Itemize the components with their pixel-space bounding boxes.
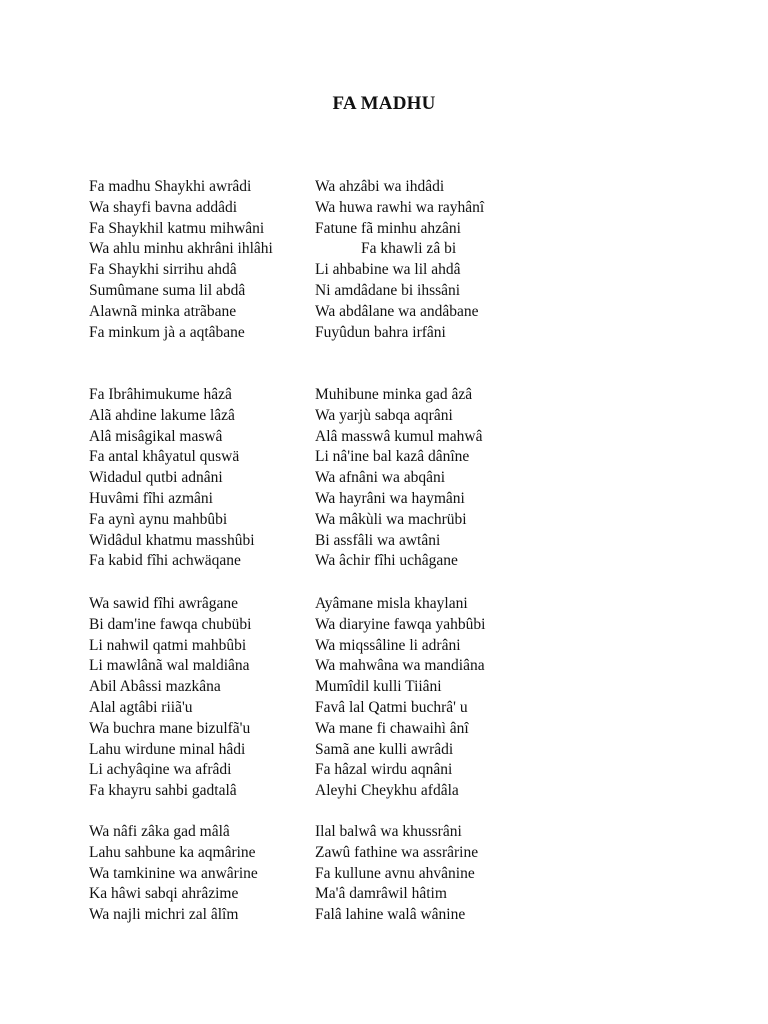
- verse-first-hemistich: Bi dam'ine fawqa chubübi: [89, 615, 252, 633]
- verse-line: [89, 698, 729, 719]
- verse-second-hemistich: Muhibune minka gad âzâ: [315, 386, 473, 403]
- verse-first-hemistich: Fa Ibrâhimukume hâzâ: [89, 386, 232, 403]
- verse-second-hemistich: Wa abdâlane wa andâbane: [315, 302, 479, 320]
- verse-first-hemistich: Wa sawid fîhi awrâgane: [89, 595, 238, 612]
- verse-line: [89, 323, 729, 344]
- verse-second-hemistich: Li nâ'ine bal kazâ dânîne: [315, 448, 470, 466]
- stanza: [89, 385, 729, 572]
- verse-line: [89, 843, 729, 864]
- stanza: [89, 822, 729, 926]
- verse-line: [89, 260, 729, 281]
- verse-second-hemistich: Ma'â damrâwil hâtim: [315, 885, 447, 903]
- verse-first-hemistich: Li achyâqine wa afrâdi: [89, 761, 232, 779]
- verse-first-hemistich: Wa buchra mane bizulfã'u: [89, 719, 251, 737]
- verse-second-hemistich: Mumîdil kulli Tiiâni: [315, 678, 442, 696]
- verse-second-hemistich: Wa diaryine fawqa yahbûbi: [315, 615, 486, 633]
- page-title: FA MADHU: [332, 93, 436, 114]
- verse-line: [89, 719, 729, 740]
- verse-line: [89, 760, 729, 781]
- verse-line: [89, 406, 729, 427]
- verse-first-hemistich: Wa najli michri zal âlîm: [89, 906, 239, 924]
- verse-first-hemistich: Li mawlânã wal maldiâna: [89, 657, 250, 675]
- verse-second-hemistich: Ni amdâdane bi ihssâni: [315, 281, 461, 299]
- verse-second-hemistich: Ayâmane misla khaylani: [315, 595, 468, 612]
- verse-line: [89, 239, 729, 260]
- verse-second-hemistich: Fa khawli zâ bi: [361, 240, 457, 258]
- verse-second-hemistich: Fuyûdun bahra irfâni: [315, 323, 446, 341]
- verse-second-hemistich: Falâ lahine walâ wânine: [315, 906, 466, 924]
- verse-line: [89, 905, 729, 926]
- verse-first-hemistich: Fa madhu Shaykhi awrâdi: [89, 178, 252, 195]
- verse-first-hemistich: Fa khayru sahbi gadtalâ: [89, 782, 237, 800]
- verse-first-hemistich: Wa nâfi zâka gad mâlâ: [89, 823, 230, 840]
- verse-line: [89, 177, 729, 198]
- verse-line: [89, 385, 729, 406]
- verse-first-hemistich: Fa Shaykhil katmu mihwâni: [89, 219, 265, 237]
- verse-second-hemistich: Samã ane kulli awrâdi: [315, 740, 454, 758]
- verse-line: [89, 531, 729, 552]
- verse-second-hemistich: Fa kullune avnu ahvânine: [315, 864, 475, 882]
- verse-second-hemistich: Li ahbabine wa lil ahdâ: [315, 261, 461, 279]
- verse-second-hemistich: Wa hayrâni wa haymâni: [315, 489, 465, 507]
- verse-line: [89, 551, 729, 572]
- verse-second-hemistich: Wa yarjù sabqa aqrâni: [315, 406, 453, 424]
- verse-line: [89, 594, 729, 615]
- verse-line: [89, 656, 729, 677]
- verse-second-hemistich: Wa mahwâna wa mandiâna: [315, 657, 485, 675]
- verse-second-hemistich: Aleyhi Cheykhu afdâla: [315, 782, 459, 800]
- verse-second-hemistich: Wa mane fi chawaihì ânî: [315, 719, 469, 737]
- verse-second-hemistich: Wa huwa rawhi wa rayhânî: [315, 198, 485, 216]
- verse-first-hemistich: Wa tamkinine wa anwârine: [89, 864, 258, 882]
- verse-first-hemistich: Widadul qutbi adnâni: [89, 469, 223, 487]
- verse-first-hemistich: Alâ misâgikal maswâ: [89, 427, 223, 445]
- verse-line: [89, 864, 729, 885]
- verse-line: [89, 302, 729, 323]
- verse-second-hemistich: Wa mâkùli wa machrübi: [315, 510, 467, 528]
- verse-second-hemistich: Fatune fã minhu ahzâni: [315, 219, 461, 237]
- verse-second-hemistich: Favâ lal Qatmi buchrâ' u: [315, 698, 468, 716]
- verse-first-hemistich: Fa kabid fîhi achwäqane: [89, 552, 241, 570]
- verse-first-hemistich: Ka hâwi sabqi ahrâzime: [89, 885, 239, 903]
- verse-line: [89, 615, 729, 636]
- verse-first-hemistich: Fa antal khâyatul quswä: [89, 448, 240, 466]
- verse-line: [89, 447, 729, 468]
- verse-first-hemistich: Alawnã minka atrãbane: [89, 302, 237, 320]
- stanza: [89, 177, 729, 343]
- verse-line: [89, 740, 729, 761]
- verse-line: [89, 636, 729, 657]
- verse-line: [89, 884, 729, 905]
- verse-second-hemistich: Wa miqssâline li adrâni: [315, 636, 461, 654]
- verse-first-hemistich: Fa Shaykhi sirrihu ahdâ: [89, 261, 237, 279]
- verse-second-hemistich: Zawû fathine wa assrârine: [315, 843, 479, 861]
- verse-line: [89, 822, 729, 843]
- verse-first-hemistich: Huvâmi fîhi azmâni: [89, 489, 213, 507]
- verse-line: [89, 510, 729, 531]
- verse-second-hemistich: Wa âchir fîhi uchâgane: [315, 552, 458, 570]
- verse-second-hemistich: Ilal balwâ wa khussrâni: [315, 823, 462, 840]
- verse-line: [89, 677, 729, 698]
- verse-first-hemistich: Lahu sahbune ka aqmârine: [89, 843, 256, 861]
- verse-second-hemistich: Bi assfâli wa awtâni: [315, 531, 441, 549]
- verse-second-hemistich: Alâ masswâ kumul mahwâ: [315, 427, 483, 445]
- verse-first-hemistich: Wa shayfi bavna addâdi: [89, 198, 238, 216]
- verse-first-hemistich: Alã ahdine lakume lâzâ: [89, 406, 235, 424]
- verse-first-hemistich: Fa aynì aynu mahbûbi: [89, 510, 228, 528]
- verse-first-hemistich: Wa ahlu minhu akhrâni ihlâhi: [89, 240, 273, 258]
- verse-first-hemistich: Widâdul khatmu masshûbi: [89, 531, 255, 549]
- verse-first-hemistich: Alal agtâbi riiã'u: [89, 698, 193, 716]
- verse-first-hemistich: Abil Abâssi mazkâna: [89, 678, 221, 696]
- verse-line: [89, 427, 729, 448]
- verse-line: [89, 198, 729, 219]
- verse-first-hemistich: Fa minkum jà a aqtâbane: [89, 323, 245, 341]
- verse-line: [89, 281, 729, 302]
- verse-line: [89, 781, 729, 802]
- verse-second-hemistich: Fa hâzal wirdu aqnâni: [315, 761, 453, 779]
- verse-first-hemistich: Li nahwil qatmi mahbûbi: [89, 636, 247, 654]
- verse-second-hemistich: Wa ahzâbi wa ihdâdi: [315, 178, 445, 195]
- stanza: [89, 594, 729, 802]
- verse-line: [89, 468, 729, 489]
- verse-first-hemistich: Sumûmane suma lil abdâ: [89, 281, 246, 299]
- verse-line: [89, 489, 729, 510]
- verse-second-hemistich: Wa afnâni wa abqâni: [315, 469, 446, 487]
- verse-first-hemistich: Lahu wirdune minal hâdi: [89, 740, 246, 758]
- verse-line: [89, 219, 729, 240]
